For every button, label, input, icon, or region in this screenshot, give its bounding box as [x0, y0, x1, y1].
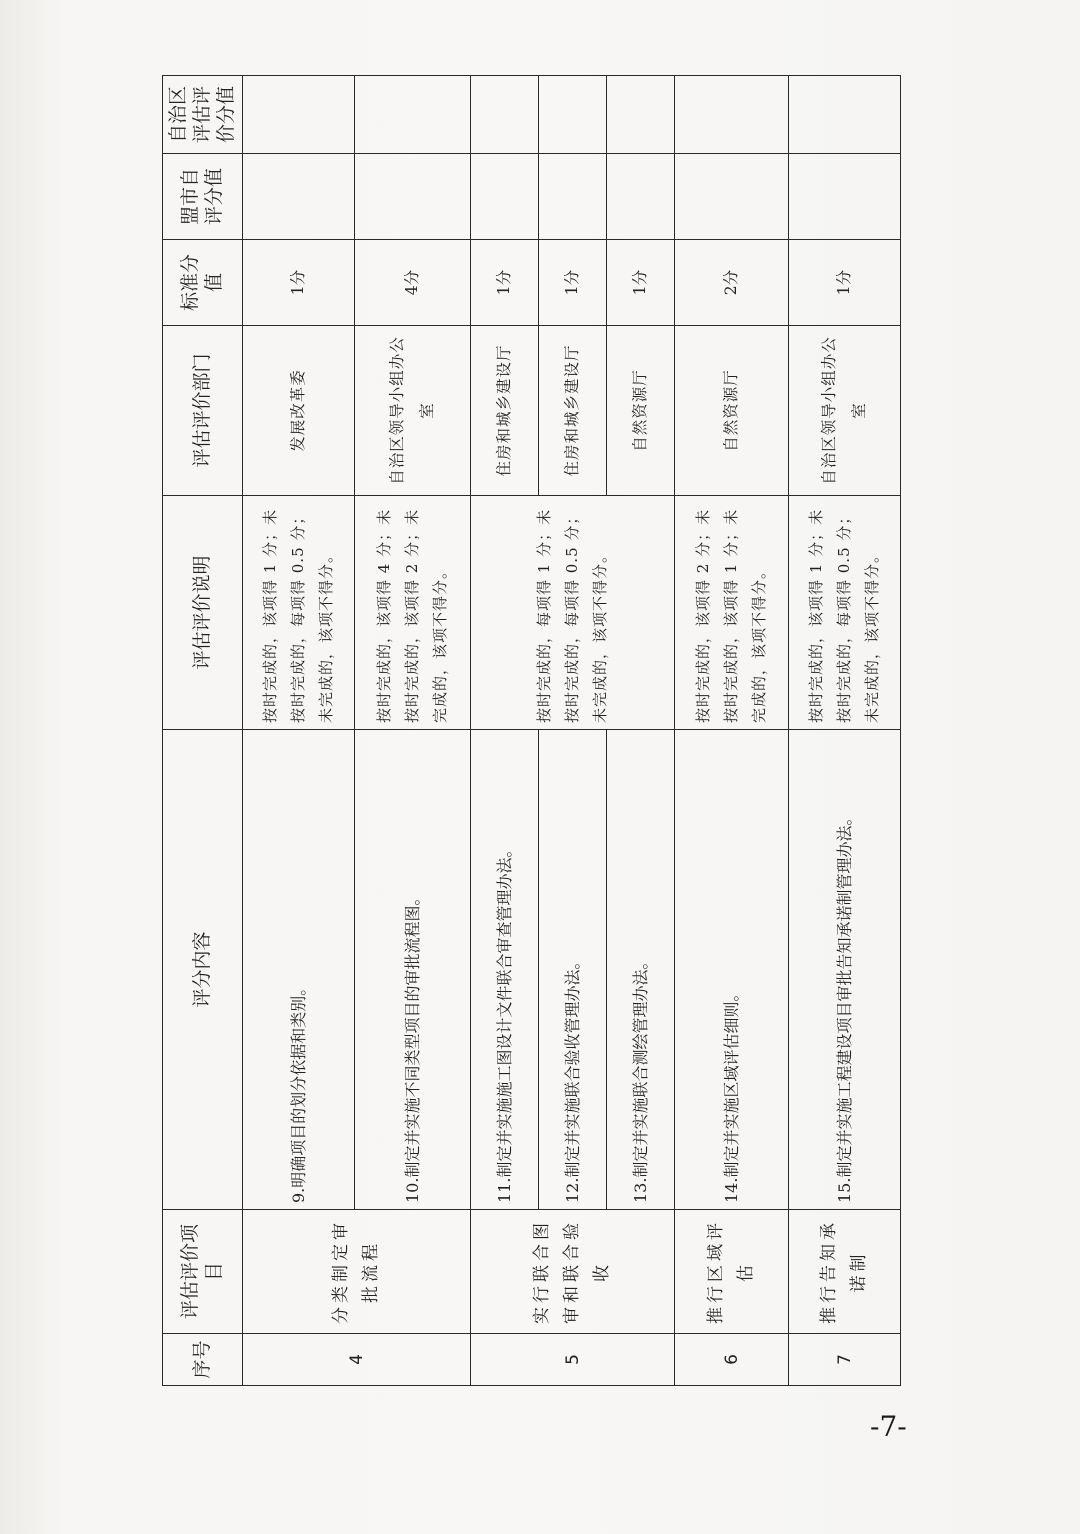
table-row — [243, 76, 355, 1386]
seq-cell: 4 — [243, 1334, 471, 1386]
department-cell: 自然资源厅 — [607, 326, 675, 496]
standard-score-cell: 1分 — [607, 240, 675, 326]
table-row — [789, 76, 901, 1386]
table-row — [355, 76, 471, 1386]
content-cell: 10.制定并实施不同类型项目的审批流程图。 — [355, 730, 471, 1210]
rotated-table-container — [162, 76, 884, 1386]
region-score-cell — [607, 76, 675, 154]
league-city-score-cell — [243, 154, 355, 240]
department-cell: 发展改革委 — [243, 326, 355, 496]
league-city-score-cell — [789, 154, 901, 240]
description-cell: 按时完成的，该项得 2 分；未按时完成的，该项得 1 分；未完成的，该项不得分。 — [675, 496, 789, 730]
content-cell: 11.制定并实施施工图设计文件联合审查管理办法。 — [471, 730, 539, 1210]
table-row — [675, 76, 789, 1386]
description-cell: 按时完成的，该项得 1 分；未按时完成的，每项得 0.5 分；未完成的，该项不得分。 — [789, 496, 901, 730]
standard-score-cell: 1分 — [789, 240, 901, 326]
header-league-city-score: 盟市自评分值 — [163, 154, 243, 240]
project-cell: 实行联合图审和联合验收 — [471, 1210, 675, 1334]
region-score-cell — [539, 76, 607, 154]
header-standard-score: 标准分值 — [163, 240, 243, 326]
standard-score-cell: 1分 — [243, 240, 355, 326]
standard-score-cell: 2分 — [675, 240, 789, 326]
league-city-score-cell — [355, 154, 471, 240]
region-score-cell — [471, 76, 539, 154]
league-city-score-cell — [675, 154, 789, 240]
standard-score-cell: 1分 — [471, 240, 539, 326]
content-cell: 9.明确项目的划分依据和类别。 — [243, 730, 355, 1210]
region-score-cell — [789, 76, 901, 154]
standard-score-cell: 1分 — [539, 240, 607, 326]
department-cell: 自治区领导小组办公室 — [355, 326, 471, 496]
header-project: 评估评价项目 — [163, 1210, 243, 1334]
content-cell: 12.制定并实施联合验收管理办法。 — [539, 730, 607, 1210]
department-cell: 自然资源厅 — [675, 326, 789, 496]
content-cell: 14.制定并实施区域评估细则。 — [675, 730, 789, 1210]
header-seq: 序号 — [163, 1334, 243, 1386]
department-cell: 住房和城乡建设厅 — [471, 326, 539, 496]
project-cell: 分类制定审批流程 — [243, 1210, 471, 1334]
table-row — [471, 76, 539, 1386]
league-city-score-cell — [607, 154, 675, 240]
department-cell: 住房和城乡建设厅 — [539, 326, 607, 496]
header-row — [163, 76, 243, 1386]
page-number: -7- — [870, 1410, 907, 1443]
header-description: 评估评价说明 — [163, 496, 243, 730]
department-cell: 自治区领导小组办公室 — [789, 326, 901, 496]
table-row — [539, 76, 607, 1386]
project-cell: 推行告知承诺制 — [789, 1210, 901, 1334]
table-row — [607, 76, 675, 1386]
region-score-cell — [675, 76, 789, 154]
league-city-score-cell — [471, 154, 539, 240]
header-department: 评估评价部门 — [163, 326, 243, 496]
header-content: 评分内容 — [163, 730, 243, 1210]
region-score-cell — [355, 76, 471, 154]
seq-cell: 6 — [675, 1334, 789, 1386]
description-cell: 按时完成的，该项得 1 分；未按时完成的，每项得 0.5 分；未完成的，该项不得分。 — [243, 496, 355, 730]
region-score-cell — [243, 76, 355, 154]
header-region-score: 自治区评估评价分值 — [163, 76, 243, 154]
description-cell: 按时完成的，该项得 4 分；未按时完成的，该项得 2 分；未完成的，该项不得分。 — [355, 496, 471, 730]
description-cell: 按时完成的，每项得 1 分；未按时完成的，每项得 0.5 分；未完成的，该项不得分。 — [471, 496, 675, 730]
evaluation-table — [162, 75, 901, 1386]
project-cell: 推行区域评估 — [675, 1210, 789, 1334]
content-cell: 13.制定并实施联合测绘管理办法。 — [607, 730, 675, 1210]
league-city-score-cell — [539, 154, 607, 240]
standard-score-cell: 4分 — [355, 240, 471, 326]
content-cell: 15.制定并实施工程建设项目审批告知承诺制管理办法。 — [789, 730, 901, 1210]
seq-cell: 5 — [471, 1334, 675, 1386]
seq-cell: 7 — [789, 1334, 901, 1386]
